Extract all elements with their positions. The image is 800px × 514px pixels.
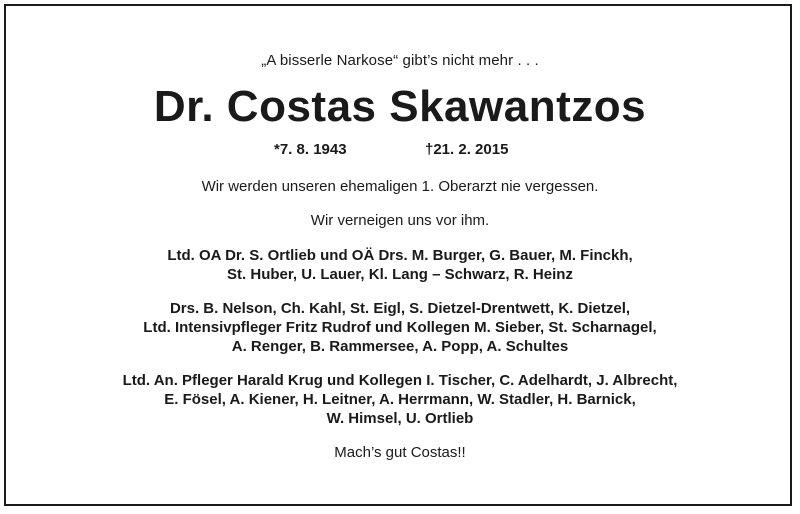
death-date: †21. 2. 2015 [425,141,509,158]
life-dates [0,141,800,161]
signatories-group-2-line-1: Drs. B. Nelson, Ch. Kahl, St. Eigl, S. Dietzel-Drentwett, K. Dietzel, [169,300,631,317]
tribute-line-2: Wir verneigen uns vor ihm. [310,212,490,229]
tribute-line: Wir werden unseren ehemaligen 1. Oberarzt nie vergessen. [201,178,599,195]
quote-line: „A bisserle Narkose“ gibt’s nicht mehr . . . [261,52,539,69]
birth-date: *7. 8. 1943 [274,141,347,158]
deceased-name: Dr. Costas Skawantzos [153,82,647,131]
signatories-group-1-line-2: St. Huber, U. Lauer, Kl. Lang – Schwarz, R. Heinz [227,266,573,283]
signatories-group-3-line-3: W. Himsel, U. Ortlieb [326,410,474,427]
farewell-line: Mach’s gut Costas!! [334,444,466,461]
signatories-group-3-line-2: E. Fösel, A. Kiener, H. Leitner, A. Herrmann, W. Stadler, H. Barnick, [164,391,636,408]
signatories-group-2-line-3: A. Renger, B. Rammersee, A. Popp, A. Schultes [231,338,569,355]
signatories-group-2-line-2: Ltd. Intensivpfleger Fritz Rudrof und Kollegen M. Sieber, St. Scharnagel, [143,319,657,336]
signatories-group-1-line-1: Ltd. OA Dr. S. Ortlieb und OÄ Drs. M. Burger, G. Bauer, M. Finckh, [167,247,633,264]
signatories-group-3-line-1: Ltd. An. Pfleger Harald Krug und Kollegen I. Tischer, C. Adelhardt, J. Albrecht, [122,372,678,389]
